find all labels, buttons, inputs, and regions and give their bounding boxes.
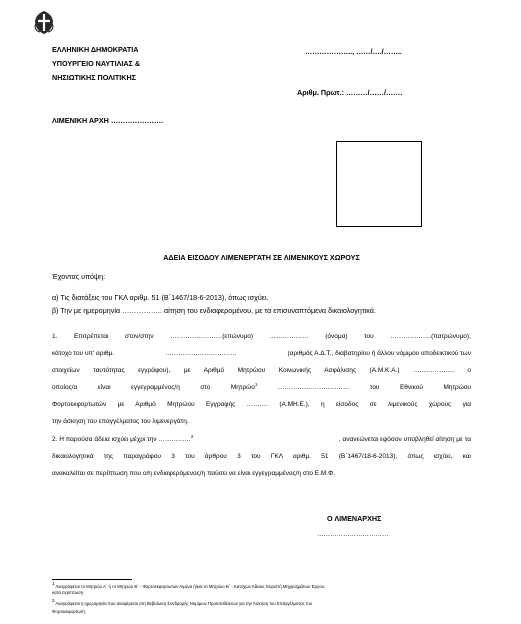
para1-word: Μητρώου — [443, 384, 471, 391]
para1-word: του — [364, 333, 374, 340]
para1-line1 — [52, 333, 471, 340]
para1-word: στον/στην — [125, 333, 154, 340]
org-line-3: ΝΗΣΙΩΤΙΚΗΣ ΠΟΛΙΤΙΚΗΣ — [52, 73, 136, 82]
signature-line: …………………………… — [317, 531, 389, 538]
greek-coat-of-arms-icon — [32, 10, 56, 35]
amka-text: στοιχείων ταυτότητας εγγράφου), με Αριθμό Μητρώου Κοινωνικής Ασφάλισης (Α.Μ.Κ.Α.) ………………, ο — [52, 367, 471, 374]
first-name-label: (όνομα) — [325, 333, 348, 340]
para1-word: οποίος/α — [52, 384, 78, 391]
item-b: β) Την με ημερομηνία …………….. αίτηση του ενδιαφερομένου, με τα επισυναπτόμενα δικαιολογητικά. — [52, 306, 376, 315]
para2-line2 — [52, 453, 471, 460]
para1-text: κάτοχο του υπ' αριθμ. — [52, 350, 115, 357]
para2-line1 — [52, 436, 471, 443]
photo-box — [336, 141, 422, 227]
para1-line6: την άσκηση του επαγγέλματος του λιμενεργάτη. — [52, 418, 189, 425]
item-a: α) Τις διατάξεις του ΓΚΛ αριθμ. 51 (Β΄1467/18-6-2013), όπως ισχύει. — [52, 293, 269, 302]
registration-text: Φορτοεκφορτωτών με Αριθμό Μητρώου Εγγραφής ………. (Α.ΜΗ.Ε.), η είσοδος σε λιμενικούς χώρους για — [52, 401, 471, 408]
surname-field: ……………………(επώνυμο) — [170, 333, 254, 340]
footnote-2-mark: 2 — [52, 598, 55, 603]
para1-word: του — [369, 384, 380, 391]
footnote-1-text: Αναγράφεται το Μητρώο Α΄ ή το Μητρώο Β΄ - Φορτοεκφορτωτών Λιμένα ή/και το Μητρώο Β΄ - Κατόχων Άδειας Χειριστή Μηχανημάτων Έργου, — [55, 584, 326, 589]
para1-word: είναι — [97, 384, 111, 391]
footnote-2-cont: Φορτοεκφορτωτή. — [52, 609, 87, 614]
requirements-text: δικαιολογητικά της παραγράφου 3 του άρθρου 3 του ΓΚΛ αριθμ. 51 (Β΄1467/18-6-2013), όπως ισχύει, και — [52, 453, 471, 460]
renewal-text: , ανανεώνεται εφόσον υποβληθεί αίτηση με τα — [338, 436, 471, 443]
protocol-number: Αριθμ. Πρωτ.: ………/……/……. — [297, 88, 403, 97]
considering-heading: Έχοντας υπόψη: — [52, 272, 106, 281]
footnote-1-cont: κατά περίπτωση — [52, 590, 84, 595]
para1-line4 — [52, 384, 471, 391]
father-name-field: ……………….(πατρώνυμο), — [390, 333, 471, 340]
footnote-2-text: Αναγράφεται η ημερομηνία που αναφέρεται στη Βεβαίωση Συνδρομής Νομίμων Προϋποθέσεων για την Άσκηση του Επαγγέλματος του — [55, 601, 313, 606]
para1-line5 — [52, 401, 471, 408]
para1-word: Επιτρέπεται — [73, 333, 109, 340]
port-authority: ΛΙΜΕΝΙΚΗ ΑΡΧΗ …………………. — [52, 116, 164, 125]
registry-word — [231, 384, 258, 391]
para1-word: Εθνικού — [399, 384, 423, 391]
validity-text — [52, 436, 193, 443]
para1-word: εγγεγραμμένος/η — [131, 384, 180, 391]
para1-line2 — [52, 350, 471, 357]
para1-line3 — [52, 367, 471, 374]
permit-title: ΑΔΕΙΑ ΕΙΣΟΔΟΥ ΛΙΜΕΝΕΡΓΑΤΗ ΣΕ ΛΙΜΕΝΙΚΟΥΣ ΧΩΡΟΥΣ — [163, 253, 360, 262]
footnote-ref-2: 2 — [190, 434, 194, 439]
footnote-1-mark: 1 — [52, 581, 55, 586]
org-line-1: ΕΛΛΗΝΙΚΗ ΔΗΜΟΚΡΑΤΙΑ — [52, 45, 139, 54]
registry-blank: …………………………… — [277, 384, 350, 391]
para1-word: στο — [200, 384, 211, 391]
footnote-divider — [52, 579, 132, 580]
place-date-field: ……………….., ……/…./…….. — [305, 47, 403, 56]
id-number-blank: …………………………… — [165, 350, 237, 357]
footnote-2 — [52, 598, 313, 607]
para1-word: Μητρώο — [230, 384, 255, 391]
footnote-ref-1: 1 — [254, 382, 258, 387]
para2-line3: ανακαλείται σε περίπτωση που ο/η ενδιαφερόμενος/η παύσει να είναι εγγεγραμμένος/η στο Ε.Μ.Φ. — [52, 470, 336, 477]
footnote-1 — [52, 581, 326, 590]
org-line-2: ΥΠΟΥΡΓΕΙΟ ΝΑΥΤΙΛΙΑΣ & — [52, 59, 141, 68]
para1-text: (αριθμός Α.Δ.Τ., διαβατηρίου ή άλλου νόμιμου αποδεικτικού των — [287, 350, 471, 357]
first-name-blank: ……………… — [269, 333, 309, 340]
para1-number: 1. — [52, 333, 58, 340]
signature-title: Ο ΛΙΜΕΝΑΡΧΗΣ — [327, 514, 382, 523]
validity-date-text: 2. Η παρούσα άδεια ισχύει μέχρι την …………… — [52, 436, 191, 443]
